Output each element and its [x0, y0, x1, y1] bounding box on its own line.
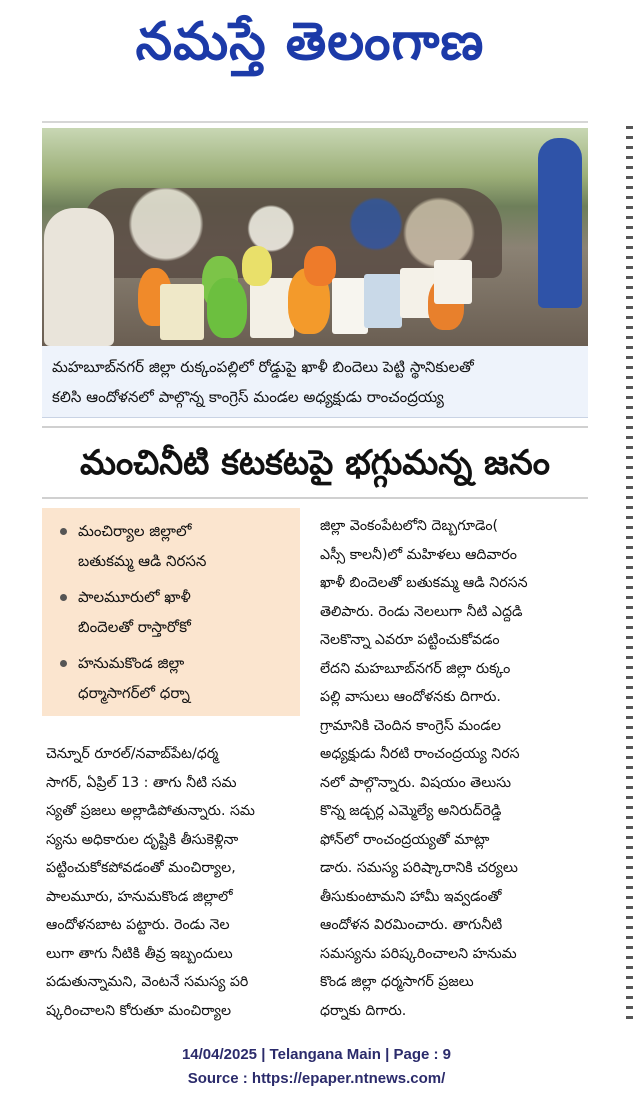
- article-line: ఖాళీ బిందెలతో బతుకమ్మ ఆడి నిరసన: [320, 575, 528, 591]
- masthead-divider: [42, 121, 588, 123]
- caption-line: కలిసి ఆందోళనలో పాల్గొన్న కాంగ్రెస్ మండల అధ్యక్షుడు రాంచంద్రయ్య: [52, 388, 444, 406]
- article-line: తీసుకుంటామని హామీ ఇవ్వడంతో: [320, 888, 502, 905]
- footer-source-link[interactable]: Source : https://epaper.ntnews.com/: [187, 1070, 446, 1087]
- article-column-right: [320, 512, 618, 1025]
- bullet-icon: [60, 528, 67, 535]
- article-line: ఎస్సీ కాలనీ)లో మహిళలు ఆదివారం: [320, 546, 517, 563]
- article-line: ధర్నాకు దిగారు.: [320, 1002, 407, 1019]
- water-pot: [207, 278, 247, 338]
- article-line: నలో పాల్గొన్నారు. విషయం తెలుసు: [320, 774, 512, 791]
- highlights-box: [42, 508, 300, 716]
- highlight-line: హనుమకొండ జిల్లా: [78, 654, 185, 672]
- article-line: కొన్న జడ్చర్ల ఎమ్మెల్యే అనిరుద్‌రెడ్డి: [320, 803, 502, 819]
- article-line: పడుతున్నామని, వెంటనే సమస్య పరి: [46, 974, 249, 990]
- article-line: ఆందోళనబాట పట్టారు. రెండు నెల: [46, 917, 230, 933]
- highlight-line: ధర్మాసాగర్‌లో ధర్నా: [78, 684, 190, 702]
- article-line: పల్లి వాసులు ఆందోళనకు దిగారు.: [320, 689, 501, 705]
- caption-line: మహబూబ్‌నగర్ జిల్లా రుక్కంపల్లిలో రోడ్డుపై ఖాళీ బిందెలు పెట్టి స్థానికులతో: [52, 358, 474, 376]
- article-line: ఆందోళన విరమించారు. తాగునీటి: [320, 917, 503, 933]
- article-line: లేదని మహబూబ్‌నగర్ జిల్లా రుక్కం: [320, 660, 511, 677]
- article-line: సాగర్, ఏప్రిల్ 13 : తాగు నీటి సమ: [46, 774, 237, 791]
- seated-elder-figure: [44, 208, 114, 346]
- highlight-item: [52, 516, 294, 576]
- article-line: స్యతో ప్రజలు అల్లాడిపోతున్నారు. సమ: [46, 803, 255, 819]
- bullet-icon: [60, 660, 67, 667]
- article-line: స్యను అధికారుల దృష్టికి తీసుకెళ్లినా: [46, 831, 239, 848]
- highlight-line: బతుకమ్మ ఆడి నిరసన: [78, 552, 207, 570]
- highlight-item: [52, 648, 294, 708]
- water-bucket: [434, 260, 472, 304]
- photo-caption: [42, 346, 588, 418]
- article-line: కొండ జిల్లా ధర్మసాగర్ ప్రజలు: [320, 974, 474, 990]
- highlight-item: [52, 582, 294, 642]
- highlight-line: మంచిర్యాల జిల్లాలో: [78, 522, 192, 540]
- article-line: నెలకొన్నా ఎవరూ పట్టించుకోవడం: [320, 632, 500, 648]
- article-line: జిల్లా వెంకంపేటలోని దెబ్బగూడెం(: [320, 518, 499, 534]
- adjacent-column-edge: [626, 126, 633, 1026]
- article-column-left: [46, 740, 308, 1025]
- water-bucket: [332, 278, 368, 334]
- article-line: సమస్యను పరిష్కరించాలని హనుమ: [320, 945, 517, 962]
- article-line: గ్రామానికి చెందిన కాంగ్రెస్ మండల: [320, 717, 501, 734]
- water-bucket: [364, 274, 402, 328]
- article-line: ష్కరించాలని కోరుతూ మంచిర్యాల: [46, 1002, 232, 1019]
- standing-man-figure: [538, 138, 582, 308]
- article-line: ఫోన్‌లో రాంచంద్రయ్యతో మాట్లా: [320, 831, 490, 848]
- article-line: అధ్యక్షుడు నీరటి రాంచంద్రయ్య నిరస: [320, 746, 520, 762]
- article-line: పాలమూరు, హనుమకొండ జిల్లాలో: [46, 888, 233, 905]
- news-photo: [42, 128, 588, 346]
- highlight-line: పాలమూరులో ఖాళీ: [78, 588, 191, 606]
- bullet-icon: [60, 594, 67, 601]
- article-line: చెన్నూర్ రూరల్/నవాబ్‌పేట/ధర్మ: [46, 746, 219, 762]
- article-line: పట్టించుకోకపోవడంతో మంచిర్యాల,: [46, 860, 236, 876]
- headline-divider: [42, 497, 588, 499]
- water-bucket: [160, 284, 204, 340]
- article-line: తెలిపారు. రెండు నెలలుగా నీటి ఎద్దడి: [320, 603, 523, 620]
- article-headline: మంచినీటి కటకటపై భగ్గుమన్న జనం: [42, 426, 588, 496]
- highlight-line: బిందెలతో రాస్తారోకో: [78, 618, 191, 636]
- article-line: లుగా తాగు నీటికి తీవ్ర ఇబ్బందులు: [46, 945, 233, 962]
- water-pot: [242, 246, 272, 286]
- footer-dateline: 14/04/2025 | Telangana Main | Page : 9: [181, 1046, 452, 1063]
- article-line: డారు. సమస్య పరిష్కారానికి చర్యలు: [320, 860, 518, 876]
- masthead-logo: నమస్తే తెలంగాణ: [135, 12, 485, 72]
